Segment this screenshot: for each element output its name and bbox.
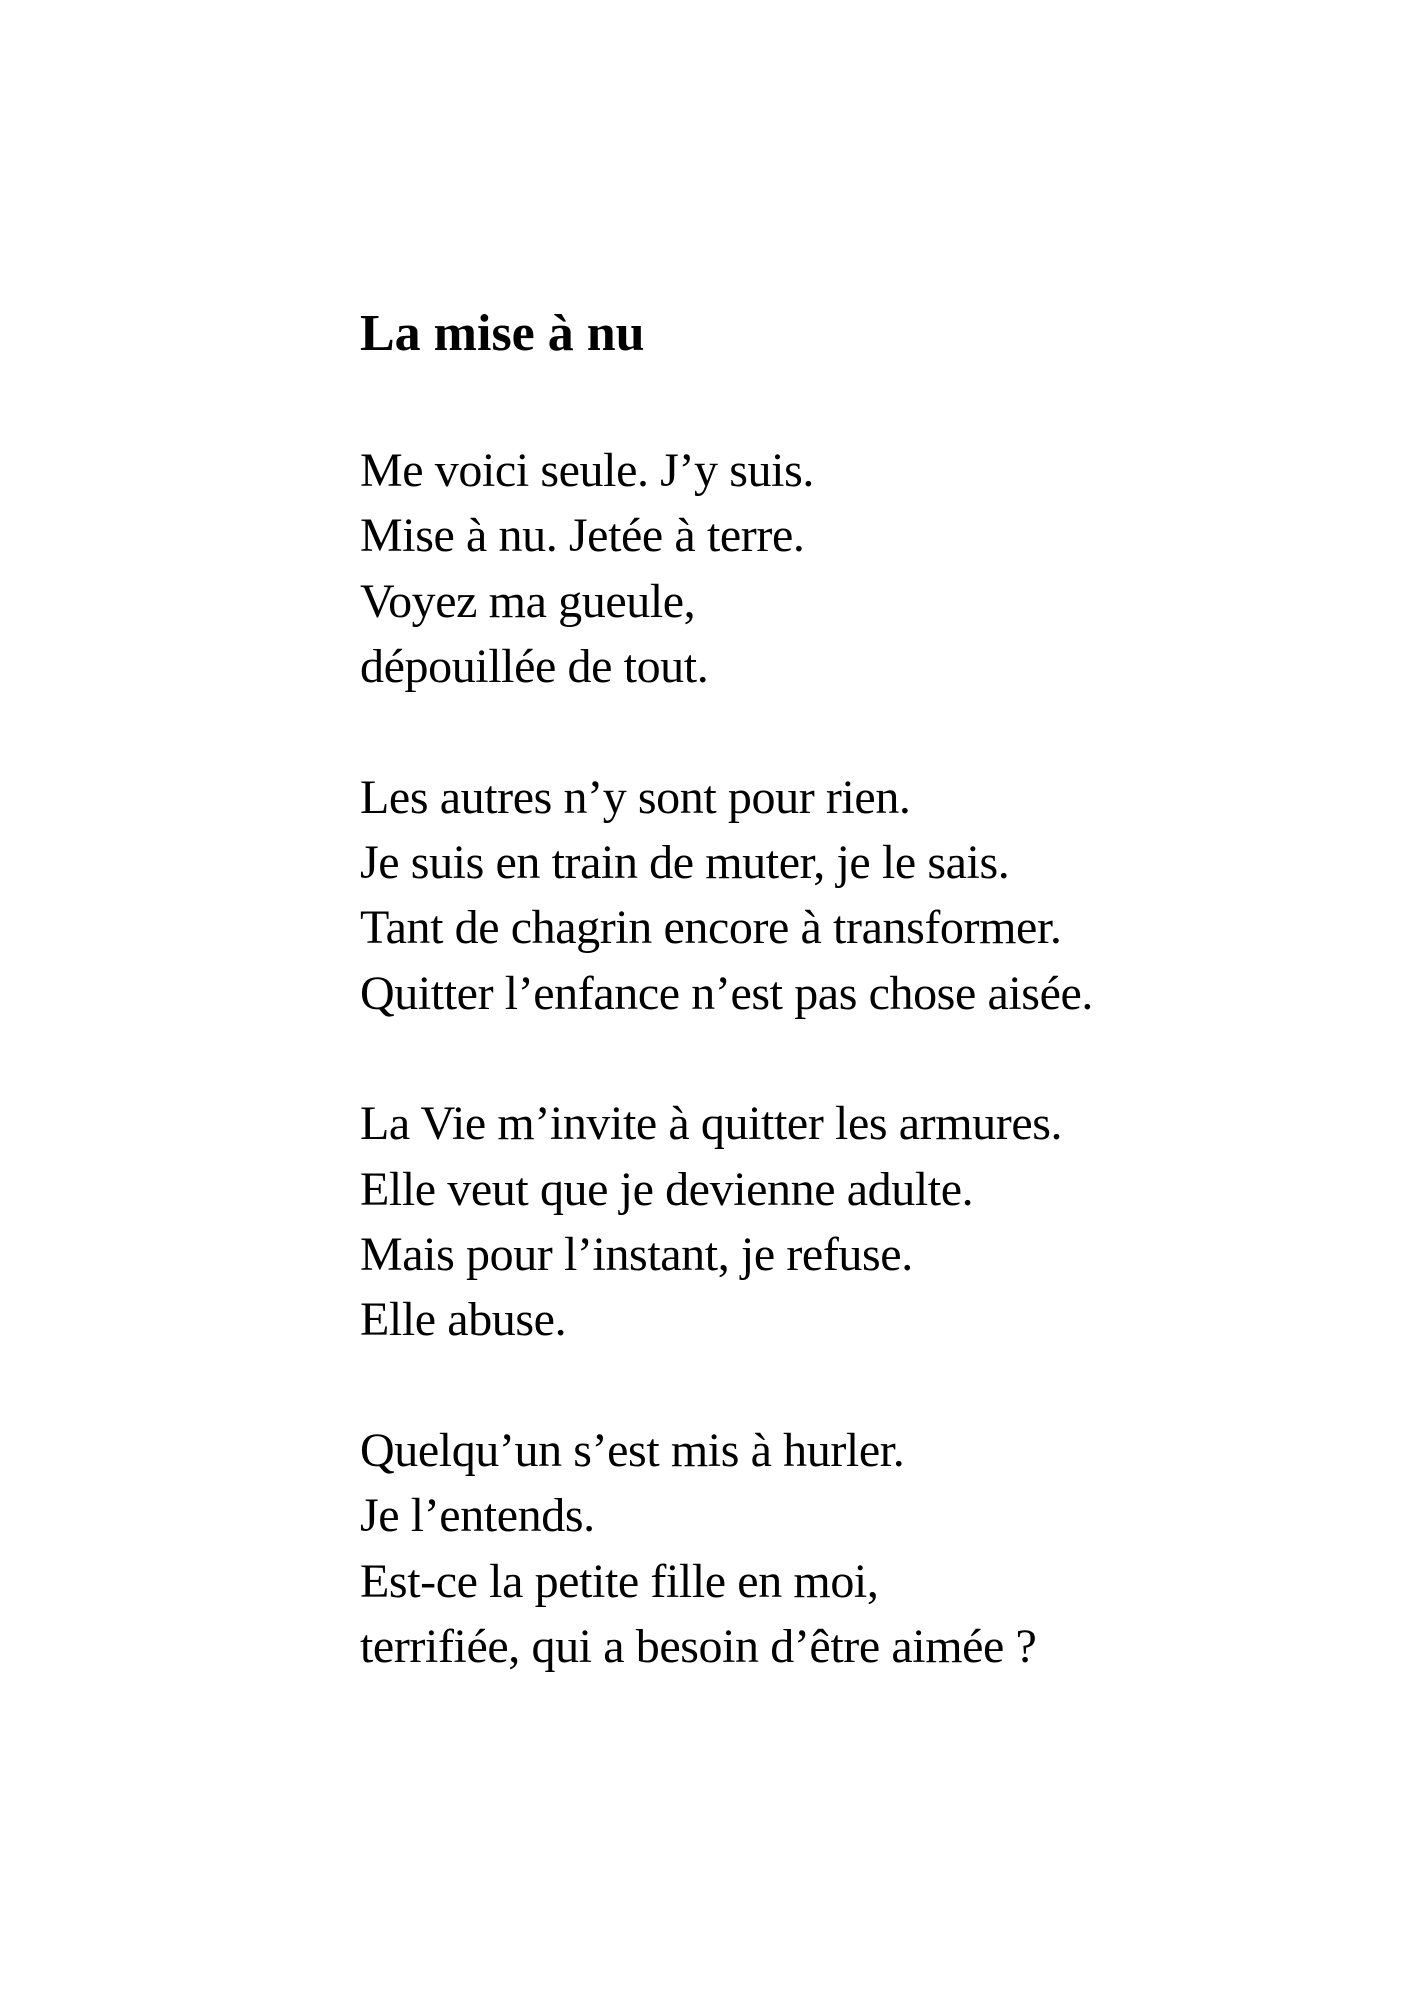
verse-line: La Vie m’invite à quitter les armures. [360, 1097, 1063, 1151]
verse-line: dépouillée de tout. [360, 639, 709, 693]
stanza-3 [360, 1091, 1093, 1352]
poem-title: La mise à nu [360, 305, 645, 362]
verse-line: Je l’entends. [360, 1489, 595, 1543]
verse-line: terrifiée, qui a besoin d’être aimée ? [360, 1619, 1037, 1673]
verse-line: Elle veut que je devienne adulte. [360, 1162, 974, 1216]
verse-line: Est-ce la petite fille en moi, [360, 1554, 879, 1608]
verse-line: Quitter l’enfance n’est pas chose aisée. [360, 966, 1093, 1020]
verse-line: Me voici seule. J’y suis. [360, 444, 814, 497]
stanza-1 [360, 438, 1093, 699]
verse-line: Elle abuse. [360, 1293, 567, 1347]
verse-line: Quelqu’un s’est mis à hurler. [360, 1423, 905, 1477]
verse-line: Je suis en train de muter, je le sais. [360, 835, 1010, 889]
stanza-4 [360, 1418, 1093, 1679]
stanza-2 [360, 765, 1093, 1026]
verse-line: Voyez ma gueule, [360, 574, 696, 628]
verse-line: Mais pour l’instant, je refuse. [360, 1227, 913, 1281]
verse-line: Les autres n’y sont pour rien. [360, 770, 911, 824]
verse-line: Mise à nu. Jetée à terre. [360, 509, 805, 563]
poem-body [360, 438, 1093, 1679]
verse-line: Tant de chagrin encore à transformer. [360, 901, 1062, 955]
